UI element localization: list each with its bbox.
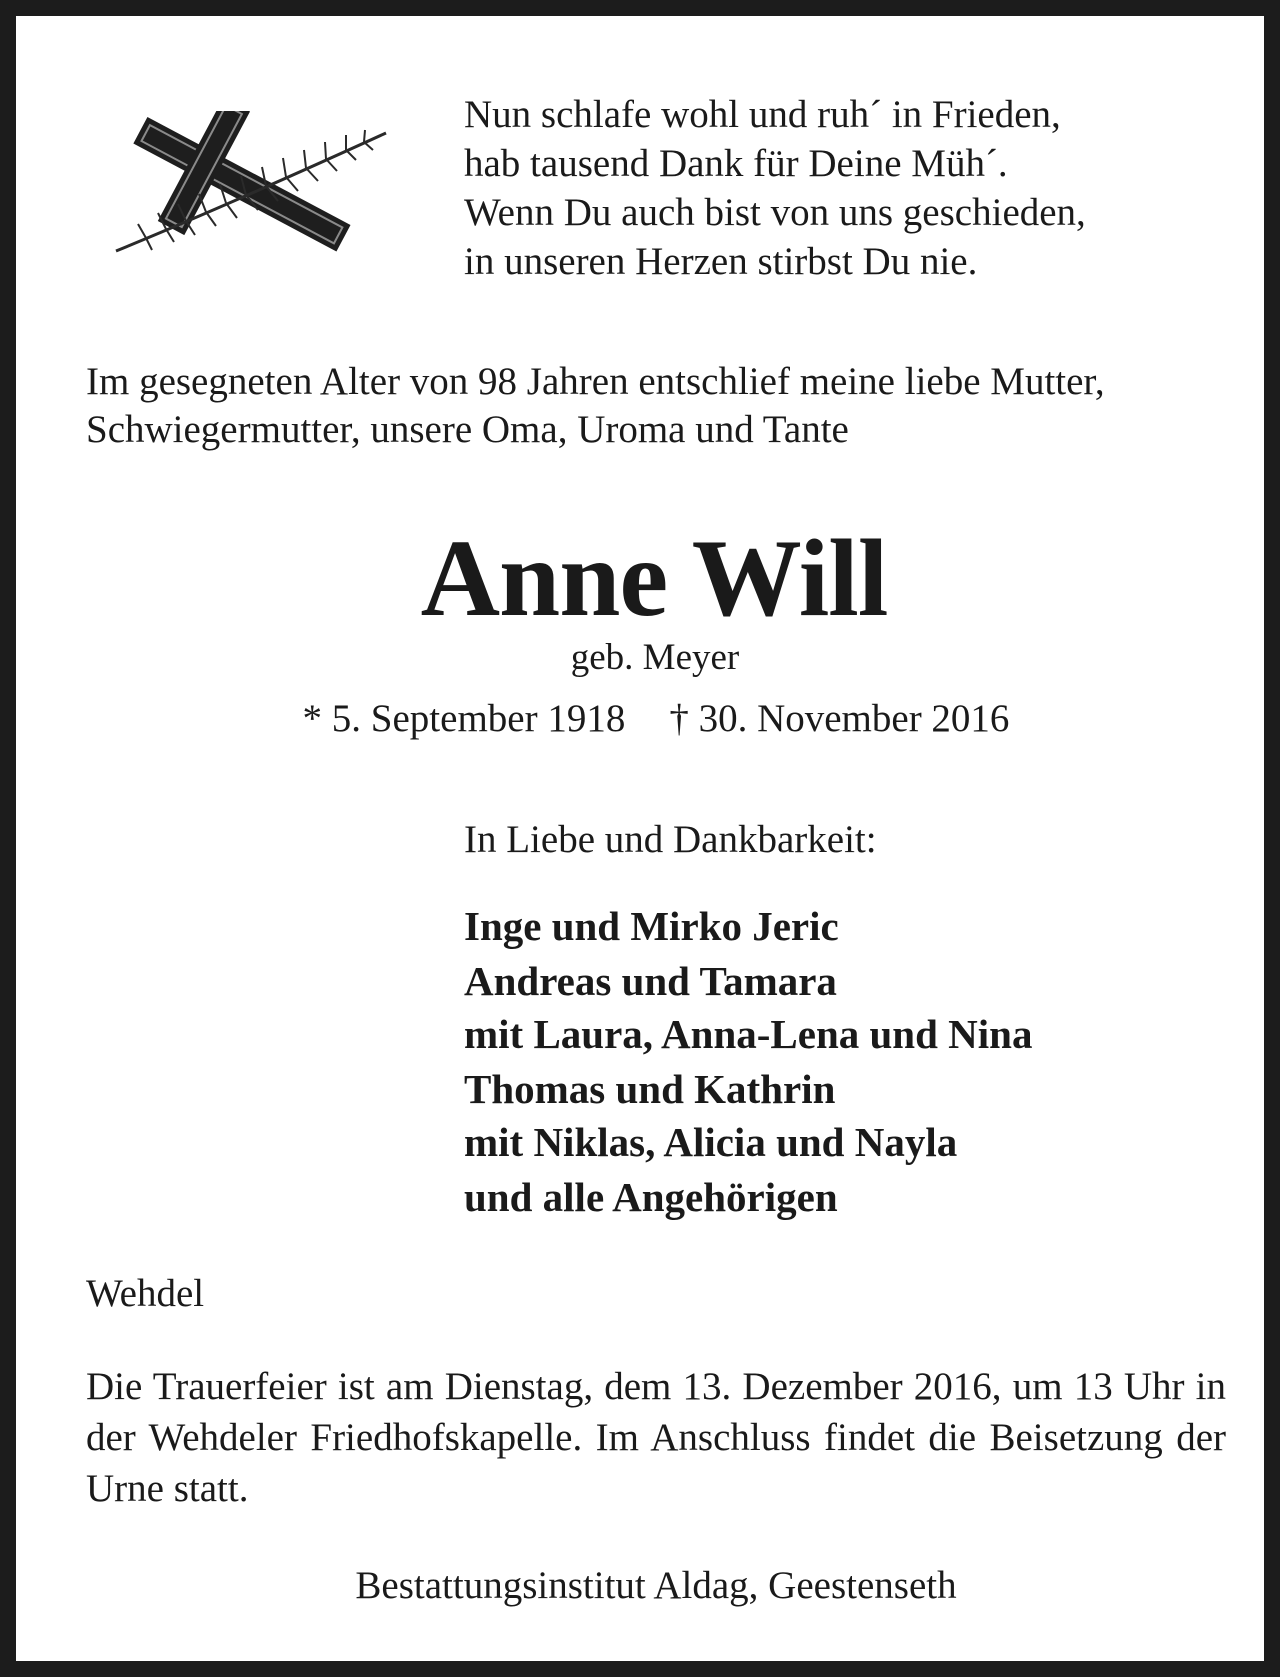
deceased-name: Anne Will: [420, 517, 888, 639]
cross-with-palm-branch-icon: [106, 111, 391, 261]
poem-line: in unseren Herzen stirbst Du nie.: [464, 240, 978, 283]
poem-verse: [464, 90, 1086, 286]
life-dates: [16, 696, 1280, 742]
death-date: † 30. November 2016: [669, 697, 1010, 740]
poem-line: hab tausend Dank für Deine Müh´.: [464, 142, 1008, 185]
poem-line: Nun schlafe wohl und ruh´ in Frieden,: [464, 93, 1061, 136]
mourner-line: und alle Angehörigen: [464, 1174, 838, 1220]
dedication-line: In Liebe und Dankbarkeit:: [464, 818, 877, 861]
intro-line: Schwiegermutter, unsere Oma, Uroma und Tante: [86, 408, 849, 451]
ceremony-details: Die Trauerfeier ist am Dienstag, dem 13. Dezember 2016, um 13 Uhr in der Wehdeler Friedhofskapelle. Im Anschluss findet die Beisetzung der Urne statt.: [86, 1365, 1226, 1510]
mourner-line: mit Laura, Anna-Lena und Nina: [464, 1011, 1033, 1057]
mourner-line: mit Niklas, Alicia und Nayla: [464, 1119, 958, 1165]
intro-text: [86, 358, 1105, 454]
mourners-list: [464, 899, 1032, 1225]
poem-line: Wenn Du auch bist von uns geschieden,: [464, 191, 1086, 234]
place-name: Wehdel: [86, 1272, 205, 1315]
intro-line: Im gesegneten Alter von 98 Jahren entschlief meine liebe Mutter,: [86, 360, 1105, 403]
mourner-line: Thomas und Kathrin: [464, 1066, 836, 1112]
undertaker-name: Bestattungsinstitut Aldag, Geestenseth: [355, 1564, 957, 1607]
birth-date: * 5. September 1918: [302, 697, 626, 740]
mourner-line: Inge und Mirko Jeric: [464, 903, 839, 949]
mourner-line: Andreas und Tamara: [464, 958, 837, 1004]
maiden-name: geb. Meyer: [570, 637, 740, 678]
